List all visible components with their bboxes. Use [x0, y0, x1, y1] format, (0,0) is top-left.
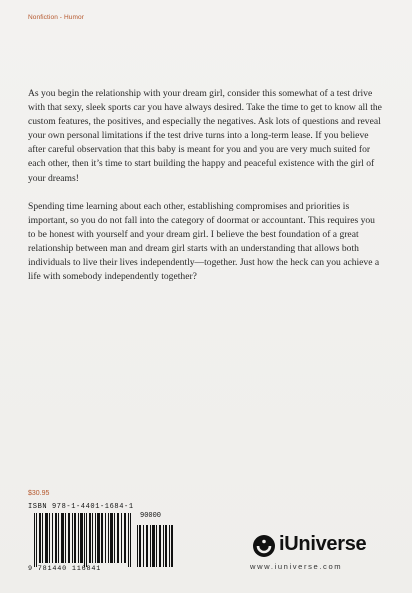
- iuniverse-swirl-icon: [252, 534, 276, 558]
- isbn-barcode: [28, 503, 178, 575]
- price-code: 90000: [140, 512, 162, 520]
- publisher-url[interactable]: www.iuniverse.com: [250, 562, 343, 571]
- blurb-paragraph-1: As you begin the relationship with your dream girl, consider this somewhat of a test drive with that sexy, sleek sports car you have always desired. Take the time to get to know all the custom features, the positives, and especially the negatives. Ask lots of questions and reveal your own personal limitations if the test drive turns into a long-term lease. If you believe after careful observation that this baby is meant for you and you are very much suited for each other, then it’s time to start building the happy and peaceful existence with the girl of your dreams!: [28, 88, 382, 184]
- publisher-name: iUniverse: [279, 533, 367, 555]
- blurb-paragraph-2: Spending time learning about each other, establishing compromises and priorities is important, so you do not fall into the category of doormat or accountant. This requires you to be honest with yourself and your dream girl. I believe the best foundation of a great relationship between man and dream girl starts with an understanding that allows both individuals to live their lives independently—together. Just how the heck can you achieve a life with somebody independently together?: [28, 200, 380, 283]
- price-label: $30.95: [28, 490, 50, 497]
- category-label: Nonfiction - Humor: [28, 14, 84, 21]
- ean-digits: 9 781440 116841: [28, 565, 102, 573]
- isbn-number: ISBN 978-1-4401-1684-1: [28, 503, 134, 511]
- back-cover-blurb: [28, 87, 384, 298]
- barcode-bars: [28, 513, 178, 567]
- publisher-logo: [252, 534, 387, 560]
